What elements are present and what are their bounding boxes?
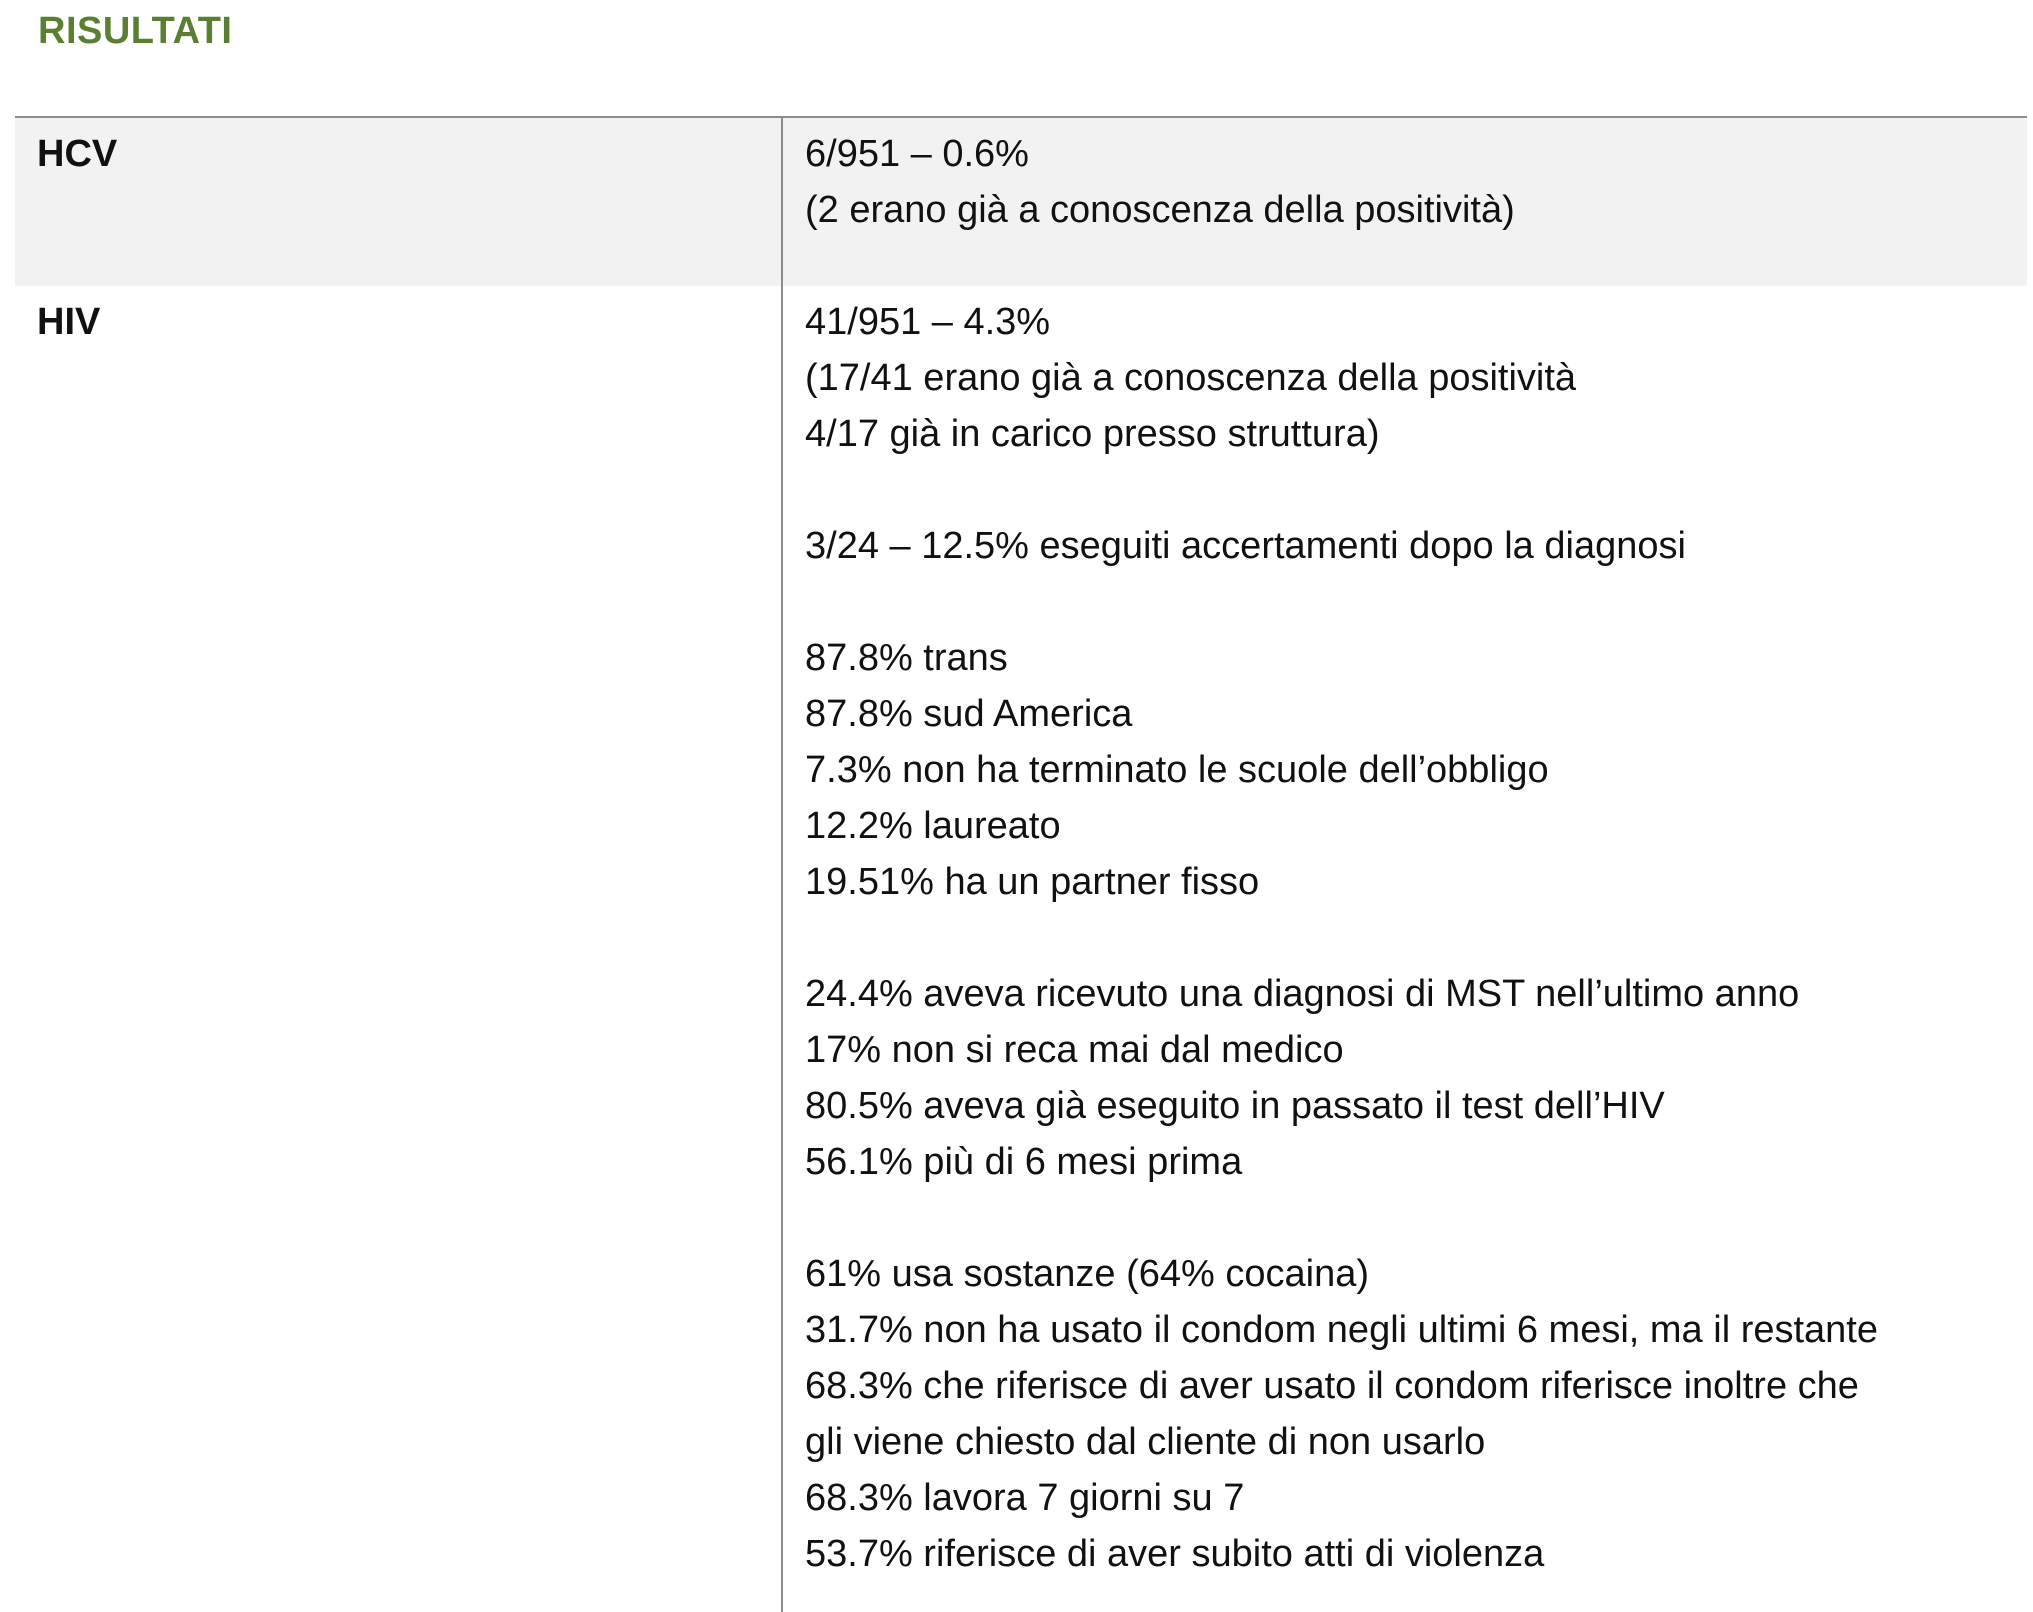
- table-row-hiv: [15, 286, 2027, 1612]
- blank-line: [805, 1190, 2027, 1246]
- blank-line: [805, 462, 2027, 518]
- value-line: 80.5% aveva già eseguito in passato il test dell’HIV: [805, 1085, 1665, 1127]
- value-line: 41/951 – 4.3%: [805, 301, 1051, 343]
- value-line: 87.8% trans: [805, 637, 1008, 679]
- value-line: 68.3% che riferisce di aver usato il condom riferisce inoltre che: [805, 1365, 1859, 1407]
- value-line: 68.3% lavora 7 giorni su 7: [805, 1477, 1245, 1519]
- value-line: 24.4% aveva ricevuto una diagnosi di MST nell’ultimo anno: [805, 973, 1800, 1015]
- value-line: 61% usa sostanze (64% cocaina): [805, 1253, 1369, 1295]
- row-values-hiv: [783, 286, 2027, 1612]
- value-line: 6/951 – 0.6%: [805, 133, 1029, 175]
- value-line: (2 erano già a conoscenza della positività): [805, 189, 1515, 231]
- row-label-hcv: HCV: [15, 118, 783, 286]
- value-line: 3/24 – 12.5% eseguiti accertamenti dopo la diagnosi: [805, 525, 1686, 567]
- value-line: 56.1% più di 6 mesi prima: [805, 1141, 1243, 1183]
- value-line: 19.51% ha un partner fisso: [805, 861, 1260, 903]
- row-values-hcv: [783, 118, 2027, 286]
- blank-line: [805, 574, 2027, 630]
- row-label-hiv: HIV: [15, 286, 783, 1612]
- blank-line: [805, 910, 2027, 966]
- value-line: 31.7% non ha usato il condom negli ultimi 6 mesi, ma il restante: [805, 1309, 1878, 1351]
- value-line: 53.7% riferisce di aver subito atti di violenza: [805, 1533, 1545, 1575]
- table-row-hcv: [15, 118, 2027, 286]
- value-line: 4/17 già in carico presso struttura): [805, 413, 1380, 455]
- value-line: gli viene chiesto dal cliente di non usarlo: [805, 1421, 1486, 1463]
- value-line: 7.3% non ha terminato le scuole dell’obbligo: [805, 749, 1549, 791]
- value-line: (17/41 erano già a conoscenza della positività: [805, 357, 1577, 399]
- section-heading: RISULTATI: [38, 10, 233, 52]
- results-table: [15, 116, 2027, 1612]
- value-line: 87.8% sud America: [805, 693, 1133, 735]
- value-line: 12.2% laureato: [805, 805, 1061, 847]
- value-line: 17% non si reca mai dal medico: [805, 1029, 1344, 1071]
